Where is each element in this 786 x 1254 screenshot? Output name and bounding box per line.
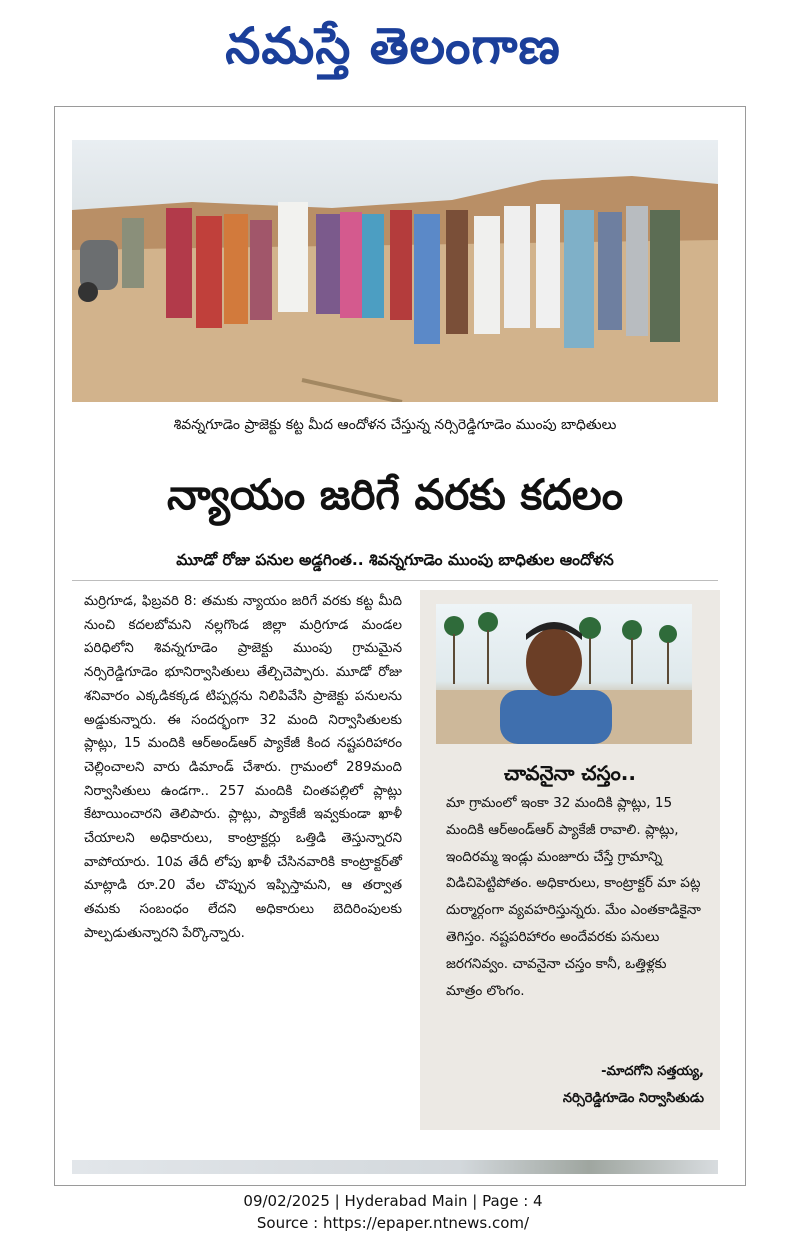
section-divider — [72, 580, 718, 581]
photo-caption: శివన్నగూడెం ప్రాజెక్టు కట్ట మీద ఆందోళన చేస్తున్న నర్సిరెడ్డిగూడెం ముంపు బాధితులు — [173, 417, 617, 433]
newspaper-masthead: నమస్తే తెలంగాణ — [225, 17, 561, 75]
article-headline: న్యాయం జరిగే వరకు కదలం — [166, 470, 623, 519]
footer-source: Source : https://epaper.ntnews.com/ — [256, 1214, 530, 1232]
sidebar-author-role: నర్సిరెడ్డిగూడెం నిర్వాసితుడు — [562, 1091, 704, 1106]
next-article-photo-strip — [72, 1160, 718, 1174]
portrait-illustration — [436, 604, 692, 744]
quote-sidebar — [420, 590, 720, 1130]
portrait-photo — [436, 604, 692, 744]
article-body-text: మర్రిగూడ, ఫిబ్రవరి 8: తమకు న్యాయం జరిగే వరకు కట్ట మీది నుంచి కదలబోమని నల్లగొండ జిల్లా మర్రిగూడ మండల పరిధిలోని శివన్నగూడెం ప్రాజెక్టు ముంపు గ్రామమైన నర్సిరెడ్డిగూడెం భూనిర్వాసితులు తేల్చిచెప్పారు. మూడో రోజు శనివారం ఎక్కడికక్కడ టిప్పర్లను నిలిపివేసి ప్రాజెక్టు పనులను అడ్డుకున్నారు. ఈ సందర్భంగా 32 మంది నిర్వాసితులకు ప్లాట్లు, 15 మందికి ఆర్అండ్ఆర్ ప్యాకేజీ కింద నష్టపరిహారం చెల్లించాలని వారు డిమాండ్ చేశారు. గ్రామంలో 289మంది నిర్వాసితులు ఉండగా.. 257 మందికి చింతపల్లిలో ప్లాట్లు కేటాయించారని తెలిపారు. ప్లాట్లు, ప్యాకేజీ ఇవ్వకుండా ఖాళీ చేయాలని అధికారులు, కాంట్రాక్టర్లు ఒత్తిడి తెస్తున్నారని వాపోయారు. 10వ తేదీ లోపు ఖాళీ చేసినవారికి కాంట్రాక్టర్‌తో మాట్లాడి రూ.20 వేల చొప్పున ఇప్పిస్తామని, ఆ తర్వాత తమకు సంబంధం లేదని అధికారులు బెదిరింపులకు పాల్పడుతున్నారని పేర్కొన్నారు. — [84, 594, 402, 941]
article-body — [84, 590, 402, 946]
sidebar-signature — [446, 1058, 704, 1112]
page-footer — [0, 1190, 786, 1234]
protest-photo — [72, 140, 718, 402]
sidebar-title: చావనైనా చస్తం.. — [503, 761, 637, 785]
footer-edition-info: 09/02/2025 | Hyderabad Main | Page : 4 — [243, 1192, 543, 1210]
sidebar-quote: మా గ్రామంలో ఇంకా 32 మందికి ప్లాట్లు, 15 మందికి ఆర్అండ్ఆర్ ప్యాకేజీ రావాలి. ప్లాట్లు, ఇందిరమ్మ ఇండ్లు మంజూరు చేస్తే గ్రామాన్ని విడిచిపెట్టిపోతం. అధికారులు, కాంట్రాక్టర్ మా పట్ల దుర్మార్గంగా వ్యవహరిస్తున్నరు. మేం ఎంతకాడికైనా తెగిస్తం. నష్టపరిహారం అందేవరకు పనులు జరగనివ్వం. చావనైనా చస్తం కానీ, ఒత్తిళ్లకు మాత్రం లొంగం. — [446, 795, 701, 999]
protest-photo-illustration — [72, 140, 718, 402]
article-subheadline: మూడో రోజు పనుల అడ్డగింత.. శివన్నగూడెం ముంపు బాధితుల ఆందోళన — [176, 551, 614, 569]
sidebar-author: -మాదగోని సత్తయ్య, — [601, 1064, 704, 1079]
